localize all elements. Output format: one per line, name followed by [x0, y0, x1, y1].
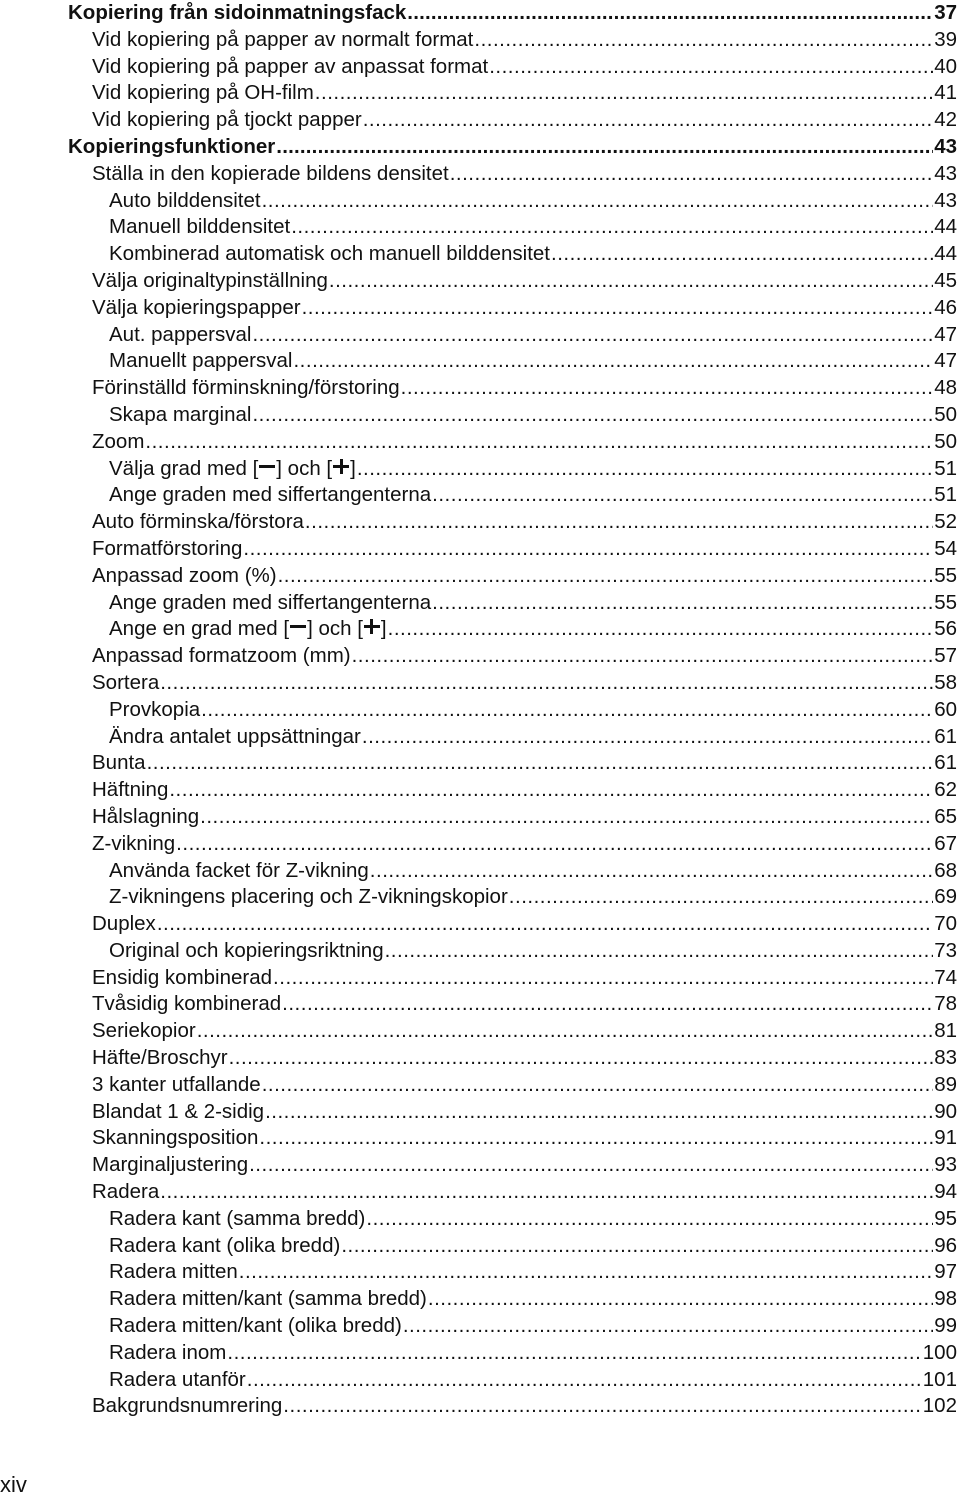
toc-entry-title	[92, 1125, 258, 1152]
toc-entry-title	[92, 27, 473, 54]
toc-entry-text: Radera kant (samma bredd)	[109, 1206, 366, 1230]
toc-entry-text: Häftning	[92, 778, 169, 802]
toc-entry-title	[109, 1206, 365, 1233]
toc-entry-title	[92, 375, 400, 402]
toc-entry[interactable]	[68, 1393, 957, 1420]
toc-entry-text: Bakgrundsnumrering	[92, 1394, 283, 1418]
minus-key-icon	[290, 619, 306, 635]
toc-entry-text: Original och kopieringsriktning	[109, 938, 384, 962]
toc-entry-title	[68, 134, 275, 161]
toc-entry-page: 45	[934, 268, 957, 292]
toc-entry-page: 101	[922, 1367, 957, 1391]
toc-entry[interactable]	[68, 509, 957, 536]
toc-entry-text: Radera kant (olika bredd)	[109, 1233, 341, 1257]
toc-entry-text: Z-vikning	[92, 831, 176, 855]
toc-entry-title	[92, 295, 301, 322]
dot-leader	[247, 1367, 922, 1394]
toc-entry-title	[92, 670, 159, 697]
toc-entry-page: 43	[934, 134, 957, 158]
toc-entry-text: Ensidig kombinerad	[92, 965, 273, 989]
toc-entry[interactable]	[68, 268, 957, 295]
dot-leader	[450, 161, 933, 188]
toc-entry[interactable]	[68, 643, 957, 670]
toc-entry[interactable]	[68, 1286, 957, 1313]
dot-leader	[403, 1313, 933, 1340]
dot-leader	[432, 590, 933, 617]
toc-entry-title	[109, 241, 550, 268]
toc-entry-text: Välja originaltypinställning	[92, 268, 328, 292]
toc-entry-text: Tvåsidig kombinerad	[92, 992, 282, 1016]
toc-entry-page: 44	[934, 215, 957, 239]
toc-entry[interactable]	[68, 27, 957, 54]
toc-entry-text: Radera mitten/kant (samma bredd)	[109, 1287, 427, 1311]
toc-entry-title	[92, 1072, 261, 1099]
toc-entry[interactable]	[68, 858, 957, 885]
toc-entry[interactable]	[68, 188, 957, 215]
toc-entry-title	[92, 54, 488, 81]
dot-leader	[227, 1340, 921, 1367]
dot-leader	[200, 804, 933, 831]
toc-entry-page: 91	[934, 1126, 957, 1150]
dot-leader	[262, 188, 934, 215]
toc-entry-title	[92, 991, 281, 1018]
toc-entry-page: 47	[934, 322, 957, 346]
dot-leader	[357, 456, 933, 483]
toc-entry-title	[92, 107, 362, 134]
toc-entry-text: Auto förminska/förstora	[92, 510, 304, 534]
toc-entry[interactable]	[68, 563, 957, 590]
toc-entry-text: Radera	[92, 1180, 160, 1204]
toc-entry[interactable]	[68, 670, 957, 697]
toc-entry-text: Radera mitten	[109, 1260, 238, 1284]
toc-entry-text: Skapa marginal	[109, 402, 252, 426]
dot-leader	[282, 991, 933, 1018]
toc-entry-text: 3 kanter utfallande	[92, 1072, 261, 1096]
toc-entry[interactable]	[68, 107, 957, 134]
toc-entry[interactable]	[68, 1313, 957, 1340]
toc-entry-title	[92, 965, 272, 992]
dot-leader	[169, 777, 933, 804]
toc-entry-page: 48	[934, 376, 957, 400]
toc-entry[interactable]	[68, 991, 957, 1018]
toc-entry-page: 37	[934, 1, 957, 24]
toc-entry-page: 102	[922, 1394, 957, 1418]
dot-leader	[157, 911, 933, 938]
toc-entry-text: Radera utanför	[109, 1367, 246, 1391]
toc-entry-title	[92, 1018, 196, 1045]
dot-leader	[341, 1233, 933, 1260]
toc-entry[interactable]	[68, 1152, 957, 1179]
dot-leader	[352, 643, 934, 670]
toc-entry-text: Hålslagning	[92, 804, 200, 828]
plus-key-icon	[364, 619, 380, 635]
toc-entry[interactable]	[68, 1340, 957, 1367]
toc-entry[interactable]	[68, 241, 957, 268]
dot-leader	[363, 107, 933, 134]
toc-entry-title	[92, 643, 351, 670]
toc-entry-title	[92, 80, 314, 107]
toc-entry-page: 56	[934, 617, 957, 641]
toc-entry-text: Manuell bilddensitet	[109, 215, 291, 239]
toc-entry-page: 94	[934, 1180, 957, 1204]
toc-entry[interactable]	[68, 375, 957, 402]
toc-entry[interactable]	[68, 1099, 957, 1126]
toc-entry-text: Anpassad formatzoom (mm)	[92, 644, 351, 668]
toc-entry-title	[109, 456, 356, 483]
toc-entry-page: 43	[934, 188, 957, 212]
dot-leader	[388, 616, 934, 643]
table-of-contents	[68, 0, 957, 1420]
toc-entry-page: 47	[934, 349, 957, 373]
toc-entry-text: Aut. pappersval	[109, 322, 252, 346]
toc-entry-text: ]	[350, 456, 356, 480]
toc-entry-text: Blandat 1 & 2-sidig	[92, 1099, 265, 1123]
dot-leader	[315, 80, 933, 107]
toc-entry-page: 51	[934, 456, 957, 480]
toc-entry-page: 55	[934, 563, 957, 587]
toc-entry-page: 55	[934, 590, 957, 614]
toc-entry-page: 50	[934, 402, 957, 426]
toc-entry[interactable]	[68, 777, 957, 804]
toc-entry-page: 89	[934, 1072, 957, 1096]
toc-entry-text: Zoom	[92, 429, 145, 453]
toc-entry-title	[92, 161, 449, 188]
toc-entry[interactable]	[68, 1045, 957, 1072]
toc-entry-page: 70	[934, 912, 957, 936]
toc-entry-text: ] och [	[307, 617, 363, 641]
toc-entry[interactable]	[68, 884, 957, 911]
toc-entry[interactable]	[68, 54, 957, 81]
dot-leader	[239, 1259, 933, 1286]
toc-entry-text: Provkopia	[109, 697, 201, 721]
toc-entry-text: Radera inom	[109, 1340, 227, 1364]
toc-entry-page: 99	[934, 1314, 957, 1338]
toc-entry-page: 57	[934, 644, 957, 668]
dot-leader	[229, 1045, 934, 1072]
dot-leader	[401, 375, 934, 402]
toc-entry[interactable]	[68, 1233, 957, 1260]
toc-entry[interactable]	[68, 1367, 957, 1394]
toc-entry[interactable]	[68, 1259, 957, 1286]
toc-entry-title	[92, 750, 146, 777]
toc-entry[interactable]	[68, 402, 957, 429]
dot-leader	[474, 27, 933, 54]
toc-entry-title	[109, 214, 290, 241]
page-number: xiv	[0, 1472, 27, 1497]
toc-entry-title	[92, 777, 168, 804]
toc-entry[interactable]	[68, 0, 957, 27]
toc-entry-page: 74	[934, 965, 957, 989]
dot-leader	[160, 670, 933, 697]
toc-entry[interactable]	[68, 590, 957, 617]
toc-entry[interactable]	[68, 348, 957, 375]
toc-entry-page: 46	[934, 295, 957, 319]
toc-entry-page: 52	[934, 510, 957, 534]
toc-entry-page: 60	[934, 697, 957, 721]
toc-entry-text: Formatförstoring	[92, 536, 243, 560]
toc-entry[interactable]	[68, 1206, 957, 1233]
toc-entry[interactable]	[68, 724, 957, 751]
dot-leader	[489, 54, 933, 81]
toc-entry[interactable]	[68, 536, 957, 563]
toc-entry-title	[109, 1367, 246, 1394]
toc-entry-page: 50	[934, 429, 957, 453]
toc-entry-page: 95	[934, 1206, 957, 1230]
toc-entry-title	[109, 322, 251, 349]
toc-entry-page: 44	[934, 242, 957, 266]
toc-entry-text: Vid kopiering på papper av normalt format	[92, 27, 474, 51]
dot-leader	[366, 1206, 933, 1233]
toc-entry[interactable]	[68, 214, 957, 241]
dot-leader	[176, 831, 933, 858]
dot-leader	[329, 268, 933, 295]
toc-entry[interactable]	[68, 1072, 957, 1099]
dot-leader	[407, 0, 933, 27]
toc-entry-text: Välja kopieringspapper	[92, 295, 301, 319]
dot-leader	[201, 697, 933, 724]
toc-entry-page: 83	[934, 1046, 957, 1070]
toc-entry-page: 65	[934, 804, 957, 828]
toc-entry-title	[109, 1313, 402, 1340]
toc-entry-page: 68	[934, 858, 957, 882]
toc-entry-title	[109, 1286, 427, 1313]
toc-entry-page: 40	[934, 54, 957, 78]
toc-entry-title	[92, 1393, 282, 1420]
toc-entry[interactable]	[68, 482, 957, 509]
toc-entry[interactable]	[68, 429, 957, 456]
toc-entry[interactable]	[68, 456, 957, 483]
toc-entry-text: Vid kopiering på tjockt papper	[92, 108, 362, 132]
toc-entry-text: Kopiering från sidoinmatningsfack	[68, 1, 407, 24]
toc-entry-title	[92, 1045, 228, 1072]
dot-leader	[509, 884, 933, 911]
toc-entry-text: Marginaljustering	[92, 1153, 249, 1177]
toc-entry-title	[109, 402, 251, 429]
dot-leader	[370, 858, 933, 885]
dot-leader	[265, 1099, 933, 1126]
toc-entry[interactable]	[68, 616, 957, 643]
toc-entry-page: 96	[934, 1233, 957, 1257]
toc-entry-title	[92, 1099, 264, 1126]
toc-entry-page: 69	[934, 885, 957, 909]
dot-leader	[432, 482, 933, 509]
toc-entry-page: 81	[934, 1019, 957, 1043]
toc-entry[interactable]	[68, 1179, 957, 1206]
toc-entry-title	[109, 616, 387, 643]
toc-entry-text: Förinställd förminskning/förstoring	[92, 376, 400, 400]
dot-leader	[259, 1125, 933, 1152]
toc-entry[interactable]	[68, 938, 957, 965]
dot-leader	[252, 402, 933, 429]
toc-entry[interactable]	[68, 831, 957, 858]
dot-leader	[293, 348, 933, 375]
dot-leader	[362, 724, 933, 751]
dot-leader	[428, 1286, 933, 1313]
toc-entry-text: Radera mitten/kant (olika bredd)	[109, 1314, 402, 1338]
toc-entry-page: 61	[934, 724, 957, 748]
toc-entry-text: Ange graden med siffertangenterna	[109, 483, 432, 507]
toc-entry-text: ]	[380, 617, 387, 641]
toc-entry-title	[109, 348, 292, 375]
dot-leader	[291, 214, 933, 241]
toc-entry[interactable]	[68, 295, 957, 322]
toc-entry-title	[109, 884, 508, 911]
toc-entry-page: 51	[934, 483, 957, 507]
toc-entry-text: Bunta	[92, 751, 146, 775]
toc-entry-text: Kombinerad automatisk och manuell bilddensitet	[109, 242, 551, 266]
dot-leader	[278, 563, 934, 590]
toc-entry-title	[109, 1340, 226, 1367]
toc-entry-page: 73	[934, 938, 957, 962]
toc-entry-page: 78	[934, 992, 957, 1016]
toc-entry-title	[109, 938, 384, 965]
dot-leader	[302, 295, 934, 322]
toc-entry-title	[109, 1233, 340, 1260]
toc-entry-title	[109, 188, 261, 215]
toc-entry-text: Duplex	[92, 912, 156, 936]
toc-entry-text: Använda facket för Z-vikning	[109, 858, 369, 882]
toc-entry-text: Sortera	[92, 670, 160, 694]
toc-entry-text: Ange en grad med [	[109, 617, 290, 641]
toc-entry-title	[92, 429, 144, 456]
toc-entry-text: Anpassad zoom (%)	[92, 563, 277, 587]
toc-entry-title	[109, 482, 431, 509]
dot-leader	[276, 134, 933, 161]
toc-entry-text: Häfte/Broschyr	[92, 1046, 228, 1070]
toc-entry-text: Välja grad med [	[109, 456, 259, 480]
toc-entry[interactable]	[68, 750, 957, 777]
toc-entry-text: Ändra antalet uppsättningar	[109, 724, 361, 748]
toc-entry-text: Vid kopiering på OH-film	[92, 81, 314, 105]
dot-leader	[262, 1072, 934, 1099]
dot-leader	[160, 1179, 933, 1206]
dot-leader	[243, 536, 933, 563]
toc-entry-text: Ställa in den kopierade bildens densitet	[92, 161, 449, 185]
toc-entry-page: 62	[934, 778, 957, 802]
toc-entry-title	[109, 858, 369, 885]
toc-entry-page: 67	[934, 831, 957, 855]
toc-entry-title	[92, 1179, 159, 1206]
toc-entry-text: Auto bilddensitet	[109, 188, 261, 212]
toc-entry[interactable]	[68, 1018, 957, 1045]
toc-entry-title	[109, 1259, 238, 1286]
toc-entry-page: 58	[934, 670, 957, 694]
toc-entry-title	[92, 831, 175, 858]
toc-entry-page: 93	[934, 1153, 957, 1177]
toc-entry-title	[92, 1152, 248, 1179]
toc-entry-title	[109, 724, 361, 751]
dot-leader	[197, 1018, 933, 1045]
toc-entry-page: 100	[922, 1340, 957, 1364]
toc-entry-text: Manuellt pappersval	[109, 349, 293, 373]
toc-entry-page: 39	[934, 27, 957, 51]
toc-entry[interactable]	[68, 965, 957, 992]
toc-entry[interactable]	[68, 911, 957, 938]
toc-entry[interactable]	[68, 161, 957, 188]
toc-entry-title	[92, 509, 304, 536]
toc-entry-text: Kopieringsfunktioner	[68, 134, 276, 158]
toc-entry-page: 42	[934, 108, 957, 132]
toc-entry-text: Ange graden med siffertangenterna	[109, 590, 432, 614]
toc-entry-title	[92, 911, 156, 938]
dot-leader	[145, 429, 933, 456]
dot-leader	[305, 509, 933, 536]
toc-entry-text: Vid kopiering på papper av anpassat format	[92, 54, 489, 78]
toc-entry[interactable]	[68, 134, 957, 161]
toc-entry-text: ] och [	[276, 456, 333, 480]
dot-leader	[273, 965, 933, 992]
toc-entry-title	[92, 268, 328, 295]
toc-entry-title	[109, 590, 431, 617]
dot-leader	[551, 241, 933, 268]
minus-key-icon	[259, 459, 275, 475]
dot-leader	[252, 322, 933, 349]
toc-entry-page: 90	[934, 1099, 957, 1123]
toc-entry-title	[68, 0, 406, 27]
toc-entry-title	[92, 804, 199, 831]
toc-entry-page: 43	[934, 161, 957, 185]
dot-leader	[385, 938, 934, 965]
toc-entry-text: Seriekopior	[92, 1019, 196, 1043]
toc-entry-page: 98	[934, 1287, 957, 1311]
toc-entry[interactable]	[68, 80, 957, 107]
toc-entry-page: 61	[934, 751, 957, 775]
toc-entry-text: Z-vikningens placering och Z-vikningskopior	[109, 885, 508, 909]
toc-entry-title	[92, 536, 242, 563]
toc-entry-title	[92, 563, 277, 590]
toc-entry[interactable]	[68, 697, 957, 724]
toc-entry-page: 97	[934, 1260, 957, 1284]
dot-leader	[283, 1393, 921, 1420]
toc-entry[interactable]	[68, 322, 957, 349]
dot-leader	[249, 1152, 933, 1179]
toc-entry[interactable]	[68, 804, 957, 831]
toc-entry-page: 41	[934, 81, 957, 105]
toc-entry-text: Skanningsposition	[92, 1126, 259, 1150]
dot-leader	[147, 750, 934, 777]
plus-key-icon	[333, 459, 349, 475]
toc-entry-title	[109, 697, 200, 724]
toc-entry[interactable]	[68, 1125, 957, 1152]
toc-entry-page: 54	[934, 536, 957, 560]
